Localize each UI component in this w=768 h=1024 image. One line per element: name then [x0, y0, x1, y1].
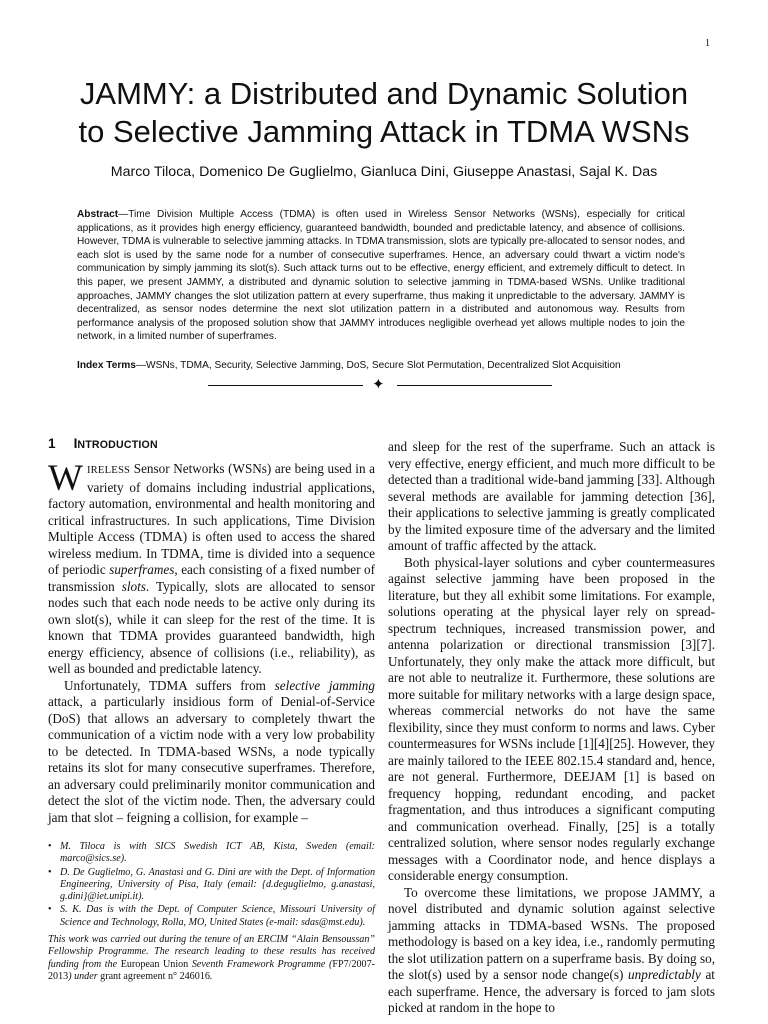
- author-list: Marco Tiloca, Domenico De Guglielmo, Gianluca Dini, Giuseppe Anastasi, Sajal K. Das: [110, 164, 658, 180]
- emphasis-slots: slots: [121, 578, 146, 594]
- emphasis-selective-jamming: selective jamming: [274, 677, 375, 693]
- funding-text: FP7/2007-2013: [48, 958, 375, 982]
- divider-ornament-icon: ✦: [372, 377, 385, 393]
- bullet-icon: •: [48, 841, 52, 852]
- page-number: 1: [705, 38, 710, 49]
- intro-paragraph-3: and sleep for the rest of the superframe. Such an attack is very effective, energy efficient, and much more difficult to be detected than a traditional wide-band jamming [33]. Although several methods are available for jamming detection [36], their applications to selective jamming is greatly complicated by the limited exposure time of the adversary and the limited amount of traffic affected by the attack.: [388, 439, 715, 553]
- left-column: [48, 436, 375, 826]
- text-run: To overcome these limitations, we propose JAMMY, a novel distributed and dynamic solution against selective jamming attacks in TDMA-based WSNs. The proposed methodology is based on a key idea, i.e., randomly permuting the slot utilization pattern on a superframe basis. By doing so, the slot(s) used by a sensor node change(s): [388, 884, 715, 982]
- title-line-2: to Selective Jamming Attack in TDMA WSNs: [78, 114, 690, 149]
- text-run: Unfortunately, TDMA suffers from: [64, 677, 275, 693]
- section-title-initial: I: [73, 436, 78, 451]
- index-terms-text: —WSNs, TDMA, Security, Selective Jamming, DoS, Secure Slot Permutation, Decentralized Slot Acquisition: [135, 360, 621, 371]
- abstract: [77, 208, 685, 344]
- title-line-1: JAMMY: a Distributed and Dynamic Solution: [79, 76, 689, 111]
- drop-cap: W: [48, 458, 83, 499]
- bullet-icon: •: [48, 904, 52, 916]
- footnote-affiliation-3: [48, 904, 375, 929]
- index-terms: [77, 359, 697, 373]
- paper-title: [40, 75, 728, 151]
- emphasis-unpredictably: unpredictably: [628, 967, 701, 982]
- funding-text: ) under: [68, 970, 101, 982]
- text-run: attack, a particularly insidious form of Denial-of-Service (DoS) that allows an adversary to completely thwart the communication of a victim node with a very low probability to be detected. In TDMA-based WSNs, a node typically retains its slot for many consecutive superframes. Therefore, an adversary could preliminarily monitor communication and detect the slot of the victim node. Then, the adversary could jam that slot – feigning a collision, for example –: [48, 694, 375, 825]
- footnotes: [48, 841, 375, 983]
- smallcaps-word: IRELESS: [86, 465, 131, 476]
- right-column: [388, 439, 715, 1017]
- funding-note: [48, 934, 375, 983]
- funding-text: grant agreement n° 246016: [100, 970, 210, 982]
- emphasis-superframes: superframes: [109, 562, 175, 577]
- funding-text: This work was carried out during the tenure of an ERCIM “Alain Bensoussan” Fellowship Programme. The research leading to these results has received funding from the: [48, 934, 375, 970]
- funding-text: Seventh Framework Programme (: [188, 958, 333, 970]
- intro-paragraph-5: [388, 885, 715, 1017]
- divider-rule-left: [208, 385, 363, 386]
- section-divider: [208, 378, 552, 394]
- text-run: Sensor Networks (WSNs) are being used in a variety of domains including industrial applications, factory automation, environmental and health monitoring and critical infrastructures. In such applications, Time Division Multiple Access (TDMA) is often used to access the shared wireless medium. In TDMA, time is divided into a sequence of periodic: [48, 461, 375, 577]
- text-run: . Typically, slots are allocated to sensor nodes such that each node needs to be active only during its own slot(s), while it can sleep for the rest of the time. It is known that TDMA provides guaranteed bandwidth, high energy efficiency, absence of collisions (i.e., reliability), as well as bounded and predictable latency.: [48, 578, 375, 676]
- funding-text: European Union: [120, 958, 189, 970]
- section-number: 1: [48, 436, 56, 451]
- text-run: , each consisting of a fixed number of transmission: [48, 562, 375, 594]
- footnote-text: M. Tiloca is with SICS Swedish ICT AB, Kista, Sweden (email: marco@sics.se).: [60, 841, 375, 865]
- section-title-rest: NTRODUCTION: [77, 439, 158, 451]
- divider-rule-right: [397, 385, 552, 386]
- funding-text: .: [209, 970, 213, 982]
- footnote-text: D. De Guglielmo, G. Anastasi and G. Dini are with the Dept. of Information Engineering, University of Pisa, Italy (email: {d.deguglielmo, g.anastasi, g.dini}@iet.unipi.it).: [60, 866, 375, 903]
- index-terms-label: Index Terms: [77, 360, 136, 371]
- footnote-affiliation-2: [48, 867, 375, 904]
- intro-paragraph-2: [48, 678, 375, 827]
- footnote-affiliation-1: [48, 841, 375, 866]
- bullet-icon: •: [48, 866, 52, 878]
- intro-paragraph-1: [48, 458, 375, 678]
- abstract-text: —Time Division Multiple Access (TDMA) is often used in Wireless Sensor Networks (WSNs), especially for critical applications, as it provides high energy efficiency, guaranteed bandwidth, bounded and predictable latency, and absence of collisions. However, TDMA is vulnerable to selective jamming attacks. In TDMA transmission, slots are typically pre-allocated to sensor nodes, and each slot is used by the same node for a number of consecutive superframes. Hence, an adversary could thwart a victim node's communication by simply jamming its slot(s). Such attack turns out to be effective, energy efficient, and extremely difficult to detect. In this paper, we present JAMMY, a distributed and dynamic solution to selective jamming in TDMA-based WSNs. Unlike traditional approaches, JAMMY changes the slot utilization pattern at every superframe, thus making it unpredictable to the adversary. JAMMY is decentralized, as sensor nodes determine the next slot utilization pattern in a distributed and autonomous way. Results from performance analysis of the proposed solution show that JAMMY introduces negligible overhead yet allows multiple nodes to join the network, in a limited number of superframes.: [77, 209, 685, 343]
- text-run: at each superframe. Hence, the adversary is forced to jam slots picked at random in the hope to: [388, 967, 715, 1015]
- section-heading: [48, 436, 375, 453]
- footnote-text: S. K. Das is with the Dept. of Computer Science, Missouri University of Science and Technology, Rolla, MO, United States (e-mail: sdas@mst.edu).: [60, 904, 375, 928]
- intro-paragraph-4: Both physical-layer solutions and cyber countermeasures against selective jamming have been proposed in the literature, but they all exhibit some limitations. For example, solutions operating at the physical layer rely on spread-spectrum techniques, increased transmission power, and antenna polarization or directional transmission [3][7]. Unfortunately, they only make the attack more difficult, but are not able to neutralize it. Furthermore, these solutions are more suitable for military networks with a large design space, whereas commercial networks do not have the same flexibility, since they must conform to norms and laws. Cyber countermeasures for WSNs include [1][4][25]. However, they are mainly tailored to the IEEE 802.15.4 standard and, hence, are not general. Furthermore, DEEJAM [1] is based on frequency hopping, redundant encoding, and packet fragmentation, and thus introduces a significant computing and communication overhead. Finally, [25] is a totally centralized solution, where sensor nodes regularly exchange messages with a Coordinator node, and hence displays a considerable energy consumption.: [388, 554, 715, 883]
- abstract-label: Abstract: [77, 209, 119, 220]
